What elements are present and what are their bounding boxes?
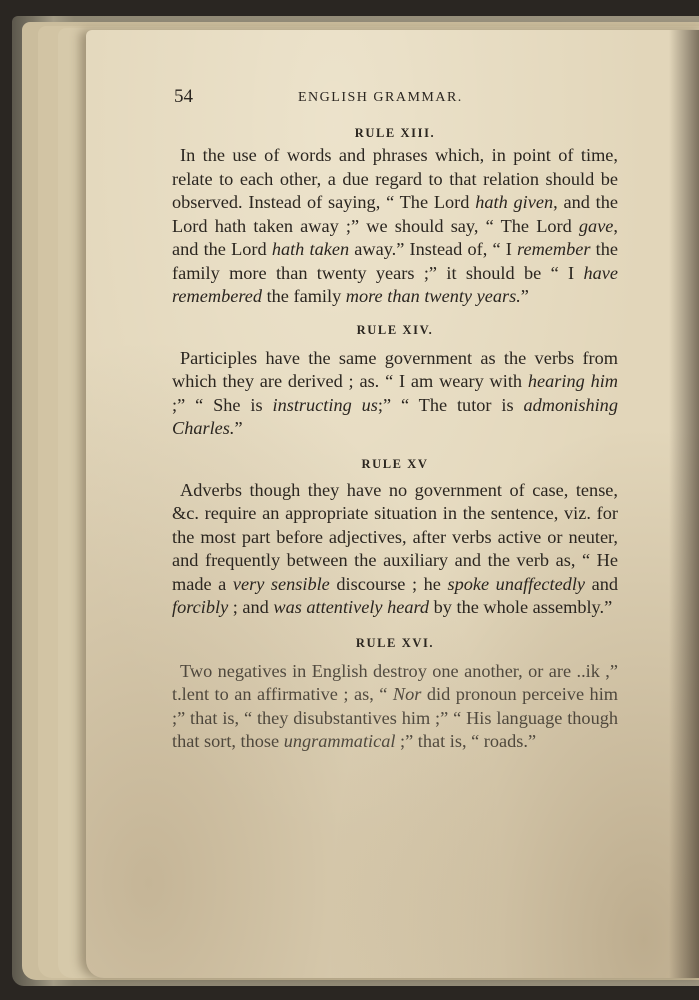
rule-paragraph [172,479,618,620]
text-segment: ” [234,418,243,438]
text-segment: discourse ; he [329,573,448,594]
italic-text-segment: ungrammatical [283,731,396,751]
rule-heading: RULE XV [361,456,429,471]
italic-text-segment: admonishing Charles. [172,394,618,438]
text-segment: ” [520,286,529,306]
rule-paragraph [172,347,618,441]
rule-heading: RULE XIII. [354,126,436,140]
italic-text-segment: very sensible [232,573,330,594]
text-segment: Two negatives in English destroy one another, or are ..ik ,” t.lent to an affirmative ; as, “ [172,660,618,704]
italic-text-segment: was attentively heard [273,597,430,617]
text-segment: Participles have the same government as the verbs from which they are derived ; as. “ I am weary with [172,347,618,391]
rule-section [172,453,618,620]
text-segment: , and the Lord hath taken away ;” we should say, “ The Lord [172,192,618,236]
page-text [172,80,618,754]
rule-section [172,319,618,441]
text-segment: In the use of words and phrases which, in point of time, relate to each other, a due regard to that relation should be observed. Instead of saying, “ The Lord [172,145,618,212]
text-segment: Adverbs though they have no government of case, tense, &c. require an appropriate situation in the sentence, viz. for the most part before adjectives, after verbs active or neuter, and frequently between the auxiliary and the verb as, “ He made a [172,479,618,594]
text-segment: , and the Lord [172,215,618,259]
text-segment: ;” “ She is [172,394,273,415]
text-segment: ; and [228,597,274,617]
italic-text-segment: forcibly [172,597,229,617]
rule-paragraph [172,144,618,309]
rule-heading: RULE XIV. [356,322,434,337]
text-segment: the family [262,286,346,306]
italic-text-segment: gave [578,215,614,236]
page-number: 54 [174,86,193,107]
text-segment: and [585,573,619,594]
italic-text-segment: have remembered [172,262,618,306]
rule-paragraph [172,660,618,754]
rule-heading: RULE XVI. [355,635,435,650]
rule-section [172,632,618,754]
italic-text-segment: instructing us [272,394,378,415]
text-segment: away.” Instead of, “ I [349,239,518,259]
running-head [172,80,618,108]
running-title: ENGLISH GRAMMAR. [298,90,463,105]
italic-text-segment: more than twenty years. [345,286,521,306]
rule-section [172,122,618,309]
text-segment: the family more than twenty years ;” it should be “ I [172,239,618,283]
text-segment: did pronoun perceive him ;” that is, “ they disubstantives him ;” “ His language though that sort, those [172,684,618,751]
text-segment: by the whole assembly.” [429,597,613,617]
italic-text-segment: hath given [475,192,554,212]
italic-text-segment: hearing him [527,371,618,391]
italic-text-segment: spoke unaffectedly [447,573,586,594]
italic-text-segment: remember [517,239,591,259]
italic-text-segment: Nor [392,684,422,704]
text-segment: ;” “ The tutor is [377,394,524,415]
text-segment: ;” that is, “ roads.” [395,731,537,751]
gutter-shadow [669,30,699,978]
italic-text-segment: hath taken [271,239,350,259]
